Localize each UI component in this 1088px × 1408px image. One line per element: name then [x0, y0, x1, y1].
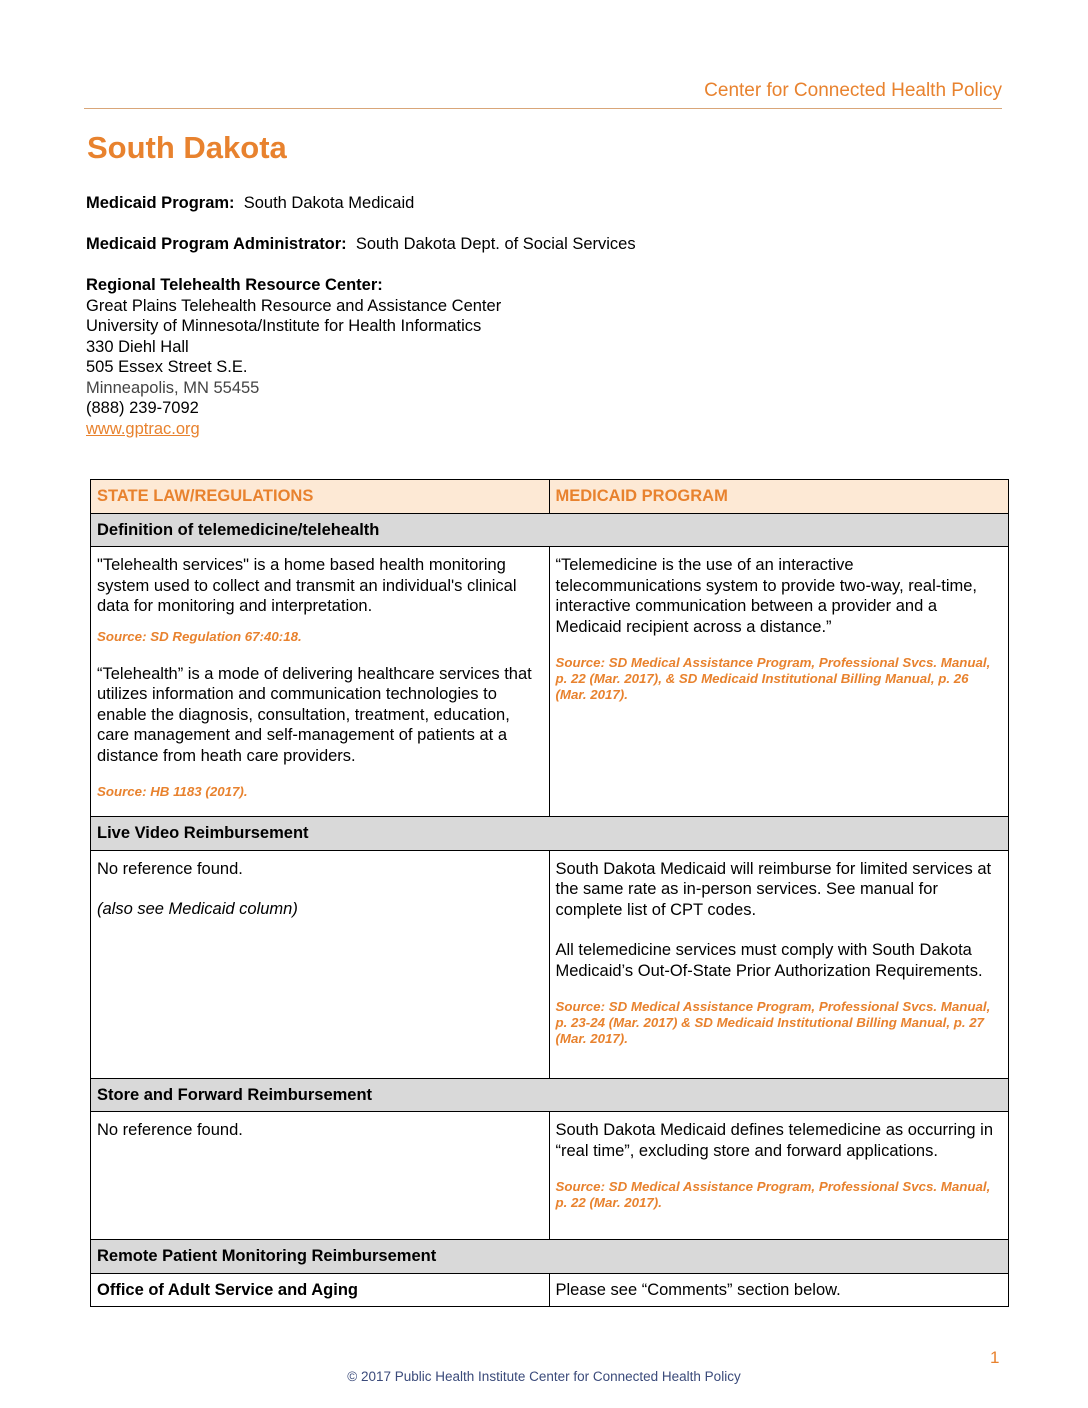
source-citation: Source: SD Medical Assistance Program, Professional Svcs. Manual, p. 22 (Mar. 2017), & SD Medicaid Institutional Billing Manual, p. 26 (Mar. 2017). — [555, 655, 991, 702]
rtrc-label: Regional Telehealth Resource Center: — [86, 276, 383, 294]
table-row — [91, 547, 1009, 817]
cell-text: (also see Medicaid column) — [97, 900, 298, 918]
section-title: Remote Patient Monitoring Reimbursement — [91, 1240, 1009, 1274]
running-header: Center for Connected Health Policy — [704, 80, 1002, 101]
state-law-cell — [91, 1112, 550, 1240]
section-row — [91, 817, 1009, 851]
cell-text: "Telehealth services" is a home based health monitoring system used to collect and transmit an individual's clinical data for monitoring and interpretation. — [97, 556, 517, 615]
medicaid-program — [86, 193, 414, 214]
cell-text: No reference found. — [97, 1121, 243, 1139]
table-header-row — [91, 480, 1009, 514]
source-citation: Source: SD Regulation 67:40:18. — [97, 628, 302, 644]
value: South Dakota Dept. of Social Services — [355, 235, 636, 253]
cell-text: “Telehealth” is a mode of delivering healthcare services that utilizes information and communication technologies to enable the diagnosis, consultation, treatment, education, care management and self-management of patients at a distance from heath care providers. — [97, 664, 532, 765]
footer-copyright: © 2017 Public Health Institute Center for Connected Health Policy — [347, 1369, 741, 1384]
rtrc-line: Great Plains Telehealth Resource and Assistance Center — [86, 296, 502, 315]
rtrc-line: 505 Essex Street S.E. — [86, 358, 248, 376]
cell-text: No reference found. — [97, 859, 243, 878]
section-title: Definition of telemedicine/telehealth — [91, 513, 1009, 547]
cell-text: South Dakota Medicaid will reimburse for limited services at the same rate as in-person services. See manual for complete list of CPT codes. — [555, 859, 992, 919]
source-citation: Source: SD Medical Assistance Program, Professional Svcs. Manual, p. 23-24 (Mar. 2017) & SD Medicaid Institutional Billing Manual, p. 27 (Mar. 2017). — [555, 999, 991, 1046]
source-citation: Source: HB 1183 (2017). — [97, 784, 248, 799]
page-number: 1 — [990, 1348, 1000, 1367]
section-row — [91, 513, 1009, 547]
table-row — [91, 1273, 1009, 1307]
page-title: South Dakota — [87, 130, 287, 165]
column-header: STATE LAW/REGULATIONS — [91, 480, 550, 514]
label: Medicaid Program Administrator: — [86, 235, 347, 253]
section-title: Live Video Reimbursement — [91, 817, 1009, 851]
policy-table — [90, 479, 1009, 1307]
section-row — [91, 1078, 1009, 1112]
medicaid-cell: Please see “Comments” section below. — [549, 1273, 1009, 1307]
website-link[interactable]: www.gptrac.org — [86, 419, 200, 438]
state-law-cell — [91, 547, 550, 817]
medicaid-cell — [549, 1112, 1009, 1240]
section-title: Store and Forward Reimbursement — [91, 1078, 1009, 1112]
rtrc-phone: (888) 239-7092 — [86, 399, 199, 417]
table-row — [91, 850, 1009, 1078]
header-divider — [84, 108, 1002, 109]
rtrc-block — [86, 275, 501, 439]
value: South Dakota Medicaid — [243, 194, 415, 212]
rtrc-line: Minneapolis, MN 55455 — [86, 378, 260, 397]
rtrc-line: University of Minnesota/Institute for Health Informatics — [86, 317, 482, 335]
medicaid-cell — [549, 547, 1009, 817]
table-row — [91, 1112, 1009, 1240]
column-header: MEDICAID PROGRAM — [549, 480, 1009, 514]
cell-text: “Telemedicine is the use of an interactive telecommunications system to provide two-way, real-time, interactive communication between a provider and a Medicaid recipient across a distance.” — [555, 556, 978, 636]
medicaid-cell — [549, 850, 1009, 1078]
medicaid-administrator — [86, 234, 636, 255]
label: Medicaid Program: — [86, 194, 235, 212]
rtrc-line: 330 Diehl Hall — [86, 337, 189, 356]
source-citation: Source: SD Medical Assistance Program, Professional Svcs. Manual, p. 22 (Mar. 2017). — [555, 1179, 991, 1210]
cell-text: South Dakota Medicaid defines telemedicine as occurring in “real time”, excluding store and forward applications. — [555, 1121, 993, 1160]
cell-text: All telemedicine services must comply with South Dakota Medicaid’s Out-Of-State Prior Authorization Requirements. — [555, 941, 983, 980]
section-row — [91, 1240, 1009, 1274]
state-law-cell: Office of Adult Service and Aging — [91, 1273, 550, 1307]
state-law-cell — [91, 850, 550, 1078]
